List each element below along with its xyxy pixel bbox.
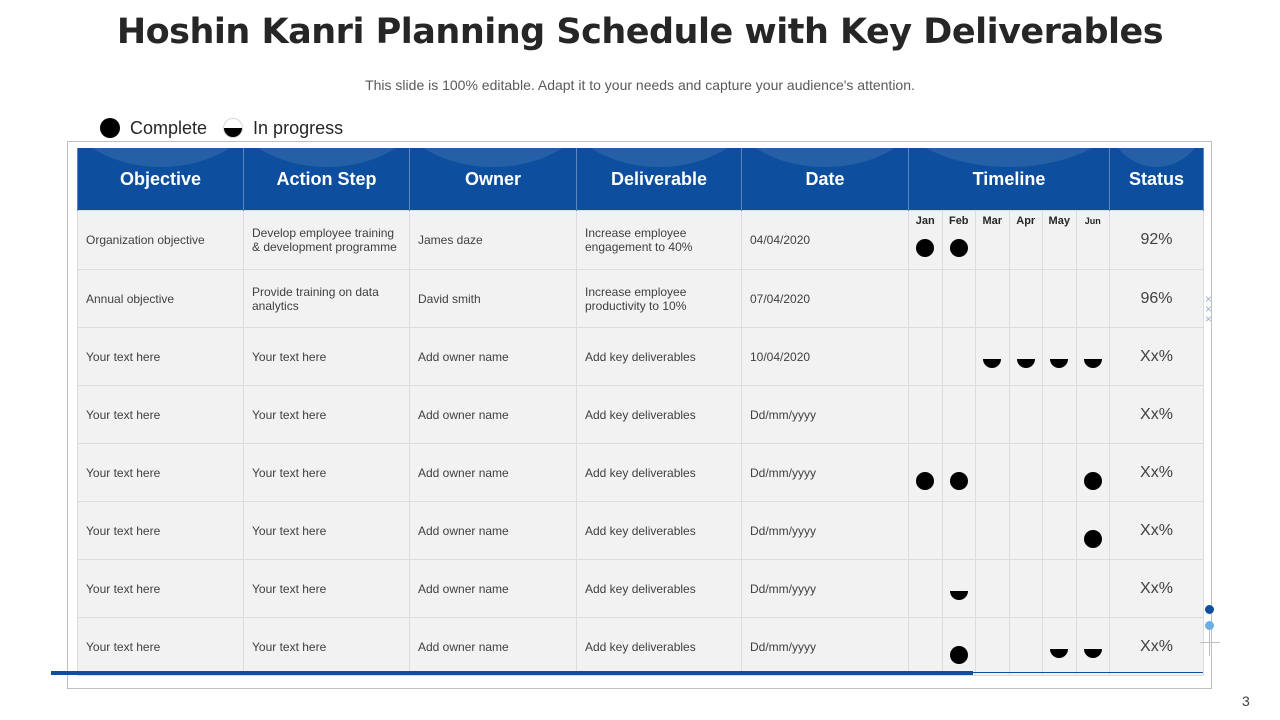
in-progress-marker-icon	[983, 359, 1001, 368]
timeline-cell	[909, 328, 1110, 386]
month-label: Apr	[1016, 215, 1036, 227]
month-cell	[1076, 211, 1110, 269]
month-cell	[1009, 502, 1043, 559]
header-date: Date	[742, 148, 909, 211]
header-timeline: Timeline	[909, 148, 1110, 211]
month-cell	[1009, 211, 1043, 269]
month-cell	[909, 560, 942, 617]
deliverable-cell: Add key deliverables	[577, 328, 742, 386]
deliverable-cell: Increase employee productivity to 10%	[577, 270, 742, 328]
decorative-line	[1209, 630, 1210, 656]
status-cell: Xx%	[1110, 444, 1204, 502]
header-action-step: Action Step	[244, 148, 410, 211]
month-label: May	[1048, 215, 1070, 227]
decorative-cross-icon: × × ×	[1205, 292, 1213, 326]
date-cell: Dd/mm/yyyy	[742, 560, 909, 618]
header-owner: Owner	[410, 148, 577, 211]
table-row	[78, 618, 1204, 676]
objective-cell: Your text here	[78, 618, 244, 676]
table-row	[78, 502, 1204, 560]
legend-complete-label: Complete	[130, 117, 208, 138]
month-cell	[942, 560, 976, 617]
month-cell	[909, 502, 942, 559]
deliverable-cell: Add key deliverables	[577, 618, 742, 676]
month-cell	[1076, 328, 1110, 385]
date-cell: 10/04/2020	[742, 328, 909, 386]
in-progress-dot-icon	[223, 118, 243, 138]
complete-marker-icon	[1084, 530, 1102, 548]
objective-cell: Your text here	[78, 444, 244, 502]
month-cell	[975, 560, 1009, 617]
month-cell	[1042, 618, 1076, 675]
date-cell: Dd/mm/yyyy	[742, 444, 909, 502]
table-row	[78, 211, 1204, 270]
deliverable-cell: Add key deliverables	[577, 386, 742, 444]
timeline-cell	[909, 386, 1110, 444]
action-step-cell: Provide training on data analytics	[244, 270, 410, 328]
month-cell	[1076, 618, 1110, 675]
in-progress-marker-icon	[1084, 649, 1102, 658]
status-cell: Xx%	[1110, 560, 1204, 618]
header-row	[78, 148, 1204, 211]
complete-marker-icon	[1084, 472, 1102, 490]
timeline-cell	[909, 444, 1110, 502]
month-cell	[909, 270, 942, 327]
deliverable-cell: Add key deliverables	[577, 444, 742, 502]
owner-cell: Add owner name	[410, 444, 577, 502]
month-cell	[1076, 386, 1110, 443]
complete-marker-icon	[950, 472, 968, 490]
month-cell	[1009, 328, 1043, 385]
owner-cell: David smith	[410, 270, 577, 328]
objective-cell: Annual objective	[78, 270, 244, 328]
month-cell	[1042, 386, 1076, 443]
table-row	[78, 560, 1204, 618]
owner-cell: Add owner name	[410, 328, 577, 386]
schedule-table	[77, 148, 1204, 676]
complete-marker-icon	[916, 472, 934, 490]
month-cell	[942, 211, 976, 269]
month-cell	[975, 386, 1009, 443]
objective-cell: Your text here	[78, 560, 244, 618]
month-cell	[909, 211, 942, 269]
table-row	[78, 386, 1204, 444]
in-progress-marker-icon	[1050, 649, 1068, 658]
month-cell	[975, 328, 1009, 385]
in-progress-marker-icon	[950, 591, 968, 600]
timeline-cell	[909, 618, 1110, 676]
owner-cell: James daze	[410, 211, 577, 270]
slide-title: Hoshin Kanri Planning Schedule with Key Deliverables	[116, 12, 1164, 52]
month-cell	[1076, 502, 1110, 559]
page-number: 3	[1242, 693, 1250, 709]
objective-cell: Your text here	[78, 328, 244, 386]
month-cell	[1009, 270, 1043, 327]
month-cell	[975, 444, 1009, 501]
month-cell	[975, 211, 1009, 269]
header-status: Status	[1110, 148, 1204, 211]
status-cell: 96%	[1110, 270, 1204, 328]
owner-cell: Add owner name	[410, 386, 577, 444]
month-cell	[1042, 328, 1076, 385]
complete-dot-icon	[100, 118, 120, 138]
header-deliverable: Deliverable	[577, 148, 742, 211]
month-cell	[1009, 560, 1043, 617]
month-label: Mar	[982, 215, 1003, 227]
month-cell	[942, 618, 976, 675]
month-cell	[942, 270, 976, 327]
month-cell	[1076, 444, 1110, 501]
action-step-cell: Your text here	[244, 618, 410, 676]
month-label: Feb	[948, 215, 969, 227]
table-row	[78, 270, 1204, 328]
table-row	[78, 328, 1204, 386]
month-cell	[1042, 502, 1076, 559]
month-cell	[1076, 560, 1110, 617]
date-cell: 07/04/2020	[742, 270, 909, 328]
date-cell: 04/04/2020	[742, 211, 909, 270]
month-cell	[942, 328, 976, 385]
action-step-cell: Your text here	[244, 560, 410, 618]
legend	[100, 116, 359, 140]
deliverable-cell: Add key deliverables	[577, 560, 742, 618]
month-cell	[975, 618, 1009, 675]
month-cell	[1042, 270, 1076, 327]
accent-bar	[51, 671, 973, 675]
in-progress-marker-icon	[1050, 359, 1068, 368]
action-step-cell: Your text here	[244, 444, 410, 502]
complete-marker-icon	[916, 239, 934, 257]
month-cell	[975, 270, 1009, 327]
status-cell: 92%	[1110, 211, 1204, 270]
month-cell	[1042, 444, 1076, 501]
month-cell	[909, 386, 942, 443]
action-step-cell: Your text here	[244, 328, 410, 386]
accent-line	[973, 672, 1203, 673]
timeline-cell	[909, 211, 1110, 270]
month-cell	[1042, 560, 1076, 617]
in-progress-marker-icon	[1017, 359, 1035, 368]
owner-cell: Add owner name	[410, 502, 577, 560]
owner-cell: Add owner name	[410, 560, 577, 618]
action-step-cell: Your text here	[244, 502, 410, 560]
month-label: Jan	[915, 215, 935, 227]
action-step-cell: Your text here	[244, 386, 410, 444]
status-cell: Xx%	[1110, 328, 1204, 386]
decorative-dot-icon	[1205, 605, 1214, 614]
complete-marker-icon	[950, 646, 968, 664]
timeline-cell	[909, 560, 1110, 618]
date-cell: Dd/mm/yyyy	[742, 618, 909, 676]
table-row	[78, 444, 1204, 502]
objective-cell: Your text here	[78, 386, 244, 444]
month-cell	[909, 328, 942, 385]
decorative-dot-icon	[1205, 621, 1214, 630]
month-cell	[942, 386, 976, 443]
deliverable-cell: Increase employee engagement to 40%	[577, 211, 742, 270]
header-objective: Objective	[78, 148, 244, 211]
month-cell	[909, 618, 942, 675]
date-cell: Dd/mm/yyyy	[742, 502, 909, 560]
month-cell	[1076, 270, 1110, 327]
timeline-cell	[909, 502, 1110, 560]
status-cell: Xx%	[1110, 502, 1204, 560]
complete-marker-icon	[950, 239, 968, 257]
month-cell	[1009, 386, 1043, 443]
slide-subtitle: This slide is 100% editable. Adapt it to your needs and capture your audience's attention.	[365, 77, 915, 93]
month-cell	[1042, 211, 1076, 269]
month-cell	[1009, 618, 1043, 675]
timeline-cell	[909, 270, 1110, 328]
owner-cell: Add owner name	[410, 618, 577, 676]
objective-cell: Your text here	[78, 502, 244, 560]
deliverable-cell: Add key deliverables	[577, 502, 742, 560]
decorative-line	[1200, 642, 1220, 643]
month-cell	[975, 502, 1009, 559]
action-step-cell: Develop employee training & development programme	[244, 211, 410, 270]
in-progress-marker-icon	[1084, 359, 1102, 368]
status-cell: Xx%	[1110, 386, 1204, 444]
month-cell	[1009, 444, 1043, 501]
status-cell: Xx%	[1110, 618, 1204, 676]
date-cell: Dd/mm/yyyy	[742, 386, 909, 444]
month-cell	[942, 444, 976, 501]
objective-cell: Organization objective	[78, 211, 244, 270]
month-label: Jun	[1084, 216, 1101, 226]
month-cell	[909, 444, 942, 501]
legend-in-progress-label: In progress	[253, 117, 344, 138]
month-cell	[942, 502, 976, 559]
